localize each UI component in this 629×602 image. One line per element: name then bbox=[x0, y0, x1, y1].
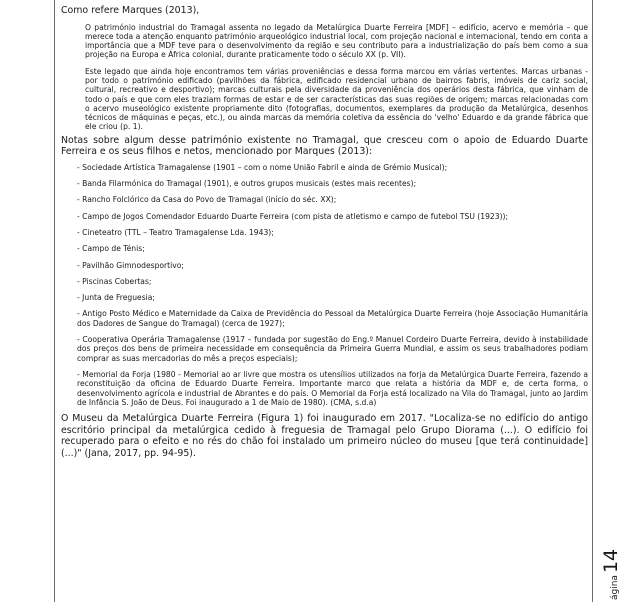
document-body bbox=[61, 5, 588, 459]
list-item: - Sociedade Artística Tramagalense (1901 – com o nome União Fabril e ainda de Grémio Musical); bbox=[77, 162, 448, 172]
heritage-list bbox=[61, 160, 588, 407]
list-item: - Pavilhão Gimnodesportivo; bbox=[77, 260, 184, 270]
list-item: - Memorial da Forja (1980 - Memorial ao ar livre que mostra os utensílios utilizados na forja da Metalúrgica Duarte Ferreira, fazendo a reconstituição da oficina de Eduardo Duarte Ferreira. Importante marco que relata a história da MDF e, de certa forma, o desenvolvimento agrícola e industrial de Abrantes e do país. O Memorial da Forja está localizado na Vila do Tramagal, junto ao Jardim de Infância S. João de Deus. Foi inaugurado a 1 de Maio de 1980). (CMA, s.d.a) bbox=[77, 369, 588, 407]
list-item: - Banda Filarmónica do Tramagal (1901), e outros grupos musicais (estes mais recentes); bbox=[77, 179, 417, 189]
list-item: - Campo de Jogos Comendador Eduardo Duarte Ferreira (com pista de atletismo e campo de futebol TSU (1923)); bbox=[77, 211, 509, 221]
list-item: - Cineteatro (TTL – Teatro Tramagalense Lda. 1943); bbox=[77, 227, 274, 237]
page-word: ágina bbox=[610, 575, 620, 600]
list-item: - Piscinas Cobertas; bbox=[77, 276, 152, 286]
list-item: - Rancho Folclórico da Casa do Povo de Tramagal (início do séc. XX); bbox=[77, 195, 337, 205]
block-quote-2: Este legado que ainda hoje encontramos tem várias proveniências e dessa forma marcou em várias vertentes. Marcas urbanas - por todo o património edificado (pavilhões da fábrica, edificado residencial urbano de bairros fabris, imóveis de cariz social, cultural, recreativo e desportivo); marcas culturais pela diversidade da proveniência dos operários desta fábrica, que vinham de todo o país e que com eles traziam formas de estar e de ser características das suas regiões de origem; marcas relacionadas com o acervo museológico existente propriamente dito (fotografias, documentos, exemplares da produção da Metalúrgica, desenhos técnicos de máquinas e peças, etc.), ou ainda marcas da memória coletiva da essência do 'velho' Eduardo e da grande fábrica que ele criou (p. 1). bbox=[85, 66, 588, 132]
list-item: - Antigo Posto Médico e Maternidade da Caixa de Previdência do Pessoal da Metalúrgica Duarte Ferreira (hoje Associação Humanitária dos Dadores de Sangue do Tramagal) (cerca de 1927); bbox=[77, 309, 588, 328]
notes-paragraph: Notas sobre algum desse património existente no Tramagal, que cresceu com o apoio de Eduardo Duarte Ferreira e os seus filhos e netos, mencionado por Marques (2013): bbox=[61, 134, 588, 158]
intro-paragraph: Como refere Marques (2013), bbox=[61, 5, 200, 16]
block-quote-1: O património industrial do Tramagal assenta no legado da Metalúrgica Duarte Ferreira [MDF] – edifício, acervo e memória – que merece toda a atenção enquanto património arqueológico industrial local, com projeção nacional e internacional, tendo em conta a importância que a MDF teve para o desenvolvimento da região e seu contributo para a industrialização do país bem como a sua projeção na Europa e África colonial, durante praticamente todo o século XX (p. VII). bbox=[85, 22, 588, 60]
list-item: - Campo de Ténis; bbox=[77, 244, 145, 254]
page-number: 14 bbox=[600, 548, 622, 574]
page-number-label bbox=[600, 549, 622, 600]
list-item: - Cooperativa Operária Tramagalense (1917 – fundada por sugestão do Eng.º Manuel Cordeiro Duarte Ferreira, devido à instabilidade dos preços dos bens de primeira necessidade em consequência da Primeira Guerra Mundial, e assim os seus trabalhadores podiam comprar as suas mercadorias do mês a preços especiais); bbox=[77, 335, 588, 363]
museu-paragraph: O Museu da Metalúrgica Duarte Ferreira (Figura 1) foi inaugurado em 2017. "Localiza-se no edifício do antigo escritório principal da metalúrgica cedido à freguesia de Tramagal pelo Grupo Diorama (...). O edifício foi recuperado para o efeito e no rés do chão foi instalado um primeiro núcleo do museu [que terá continuidade] (...)" (Jana, 2017, pp. 94-95). bbox=[61, 413, 588, 459]
list-item: - Junta de Freguesia; bbox=[77, 293, 155, 303]
